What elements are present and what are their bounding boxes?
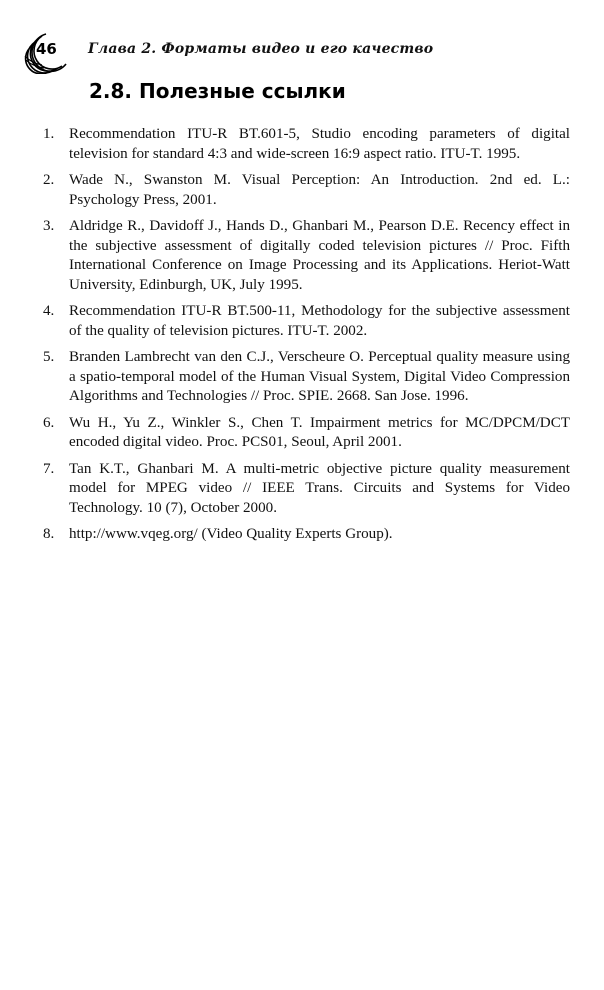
reference-number: 3. xyxy=(43,218,55,234)
reference-text: Branden Lambrecht van den C.J., Verscheure O. Perceptual quality measure using a spatio-temporal model of the Human Visual System, Digital Video Compression Algorithms and Technologies // Proc. SPIE. 2668. San Jose. 1996. xyxy=(69,349,570,404)
reference-text: Tan K.T., Ghanbari M. A multi-metric objective picture quality measurement model for MPEG video // IEEE Trans. Circuits and Systems for Video Technology. 10 (7), October 2000. xyxy=(69,460,570,516)
reference-item xyxy=(40,302,570,341)
reference-text: Wade N., Swanston M. Visual Perception: An Introduction. 2nd ed. L.: Psychology Press, 2001. xyxy=(69,172,570,208)
reference-item xyxy=(40,171,570,210)
reference-number: 6. xyxy=(43,414,55,431)
page-number: 46 xyxy=(36,40,57,58)
reference-item xyxy=(40,217,570,295)
page-header xyxy=(22,30,582,74)
reference-number: 8. xyxy=(43,526,55,542)
reference-number: 2. xyxy=(43,172,55,188)
reference-item xyxy=(40,460,570,519)
reference-item xyxy=(40,125,570,164)
reference-number: 7. xyxy=(43,460,55,477)
reference-item xyxy=(40,348,570,407)
reference-text: Aldridge R., Davidoff J., Hands D., Ghanbari M., Pearson D.E. Recency effect in the subjective assessment of digitally coded television pictures // Proc. Fifth International Conference on Image Processing and its Applications. Heriot-Watt University, Edinburgh, UK, July 1995. xyxy=(69,218,570,293)
section-title: 2.8. Полезные ссылки xyxy=(89,79,346,103)
reference-text: Recommendation ITU-R BT.601-5, Studio encoding parameters of digital television for standard 4:3 and wide-screen 16:9 aspect ratio. ITU-T. 1995. xyxy=(69,126,570,162)
running-title: Глава 2. Форматы видео и его качество xyxy=(88,41,434,57)
reference-text: Wu H., Yu Z., Winkler S., Chen T. Impairment metrics for MC/DPCM/DCT encoded digital video. Proc. PCS01, Seoul, April 2001. xyxy=(69,414,570,450)
reference-item xyxy=(40,525,570,545)
reference-item xyxy=(40,414,570,453)
reference-number: 4. xyxy=(43,303,55,319)
reference-number: 5. xyxy=(43,349,55,365)
reference-text: Recommendation ITU-R BT.500-11, Methodology for the subjective assessment of the quality of television pictures. ITU-T. 2002. xyxy=(69,303,570,339)
reference-number: 1. xyxy=(43,126,55,142)
reference-list xyxy=(40,125,570,552)
reference-link[interactable]: http://www.vqeg.org/ (Video Quality Experts Group). xyxy=(69,526,393,542)
